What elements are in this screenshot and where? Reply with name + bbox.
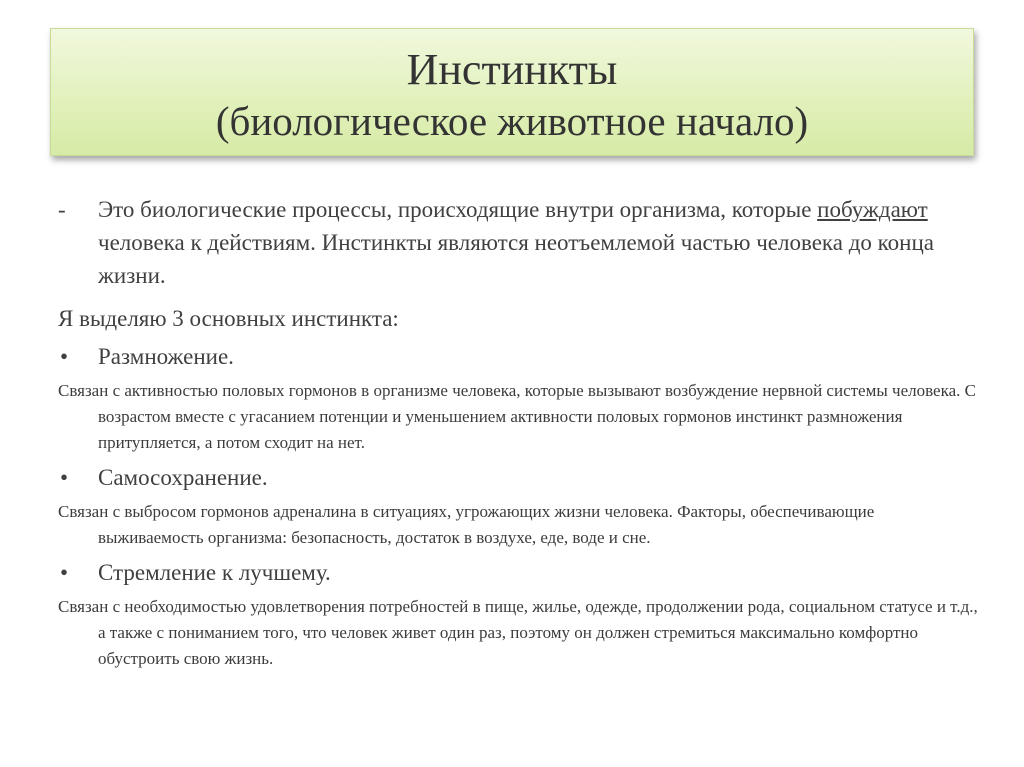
instinct-heading-striving [58, 557, 978, 589]
instinct-name: Размножение. [98, 344, 234, 369]
instinct-description-reproduction: Связан с активностью половых гормонов в организме человека, которые вызывают возбуждение нервной системы человека. С возрастом вместе с угасанием потенции и уменьшением активности половых гормонов инстинкт размножения притупляется, а потом сходит на нет. [58, 381, 976, 452]
instinct-description-striving: Связан с необходимостью удовлетворения потребностей в пище, жилье, одежде, продолжении рода, социальном статусе и т.д., а также с пониманием того, что человек живет один раз, поэтому он должен стремиться максимально комфортно обустроить свою жизнь. [58, 597, 978, 668]
instinct-heading-self-preservation [58, 462, 978, 494]
slide-title: Инстинкты [406, 45, 618, 94]
instinct-name: Самосохранение. [98, 465, 268, 490]
definition-text-after: человека к действиям. Инстинкты являются неотъемлемой частью человека до конца жизни. [98, 230, 934, 288]
bullet-icon: • [60, 560, 69, 585]
definition-text-before: Это биологические процессы, происходящие внутри организма, которые [98, 197, 818, 222]
dash-marker: - [58, 197, 66, 222]
bullet-icon: • [60, 344, 69, 369]
instinct-name: Стремление к лучшему. [98, 560, 331, 585]
slide-body [58, 193, 978, 672]
instinct-heading-reproduction [58, 341, 978, 373]
intro-line: Я выделяю 3 основных инстинкта: [58, 306, 399, 331]
definition-paragraph [58, 193, 978, 292]
bullet-icon: • [60, 465, 69, 490]
slide-subtitle: (биологическое животное начало) [215, 98, 809, 144]
instinct-description-self-preservation: Связан с выбросом гормонов адреналина в ситуациях, угрожающих жизни человека. Факторы, обеспечивающие выживаемость организма: безопасность, достаток в воздухе, еде, воде и сне. [58, 502, 875, 547]
definition-underlined-word: побуждают [817, 197, 928, 222]
title-box [50, 28, 974, 156]
